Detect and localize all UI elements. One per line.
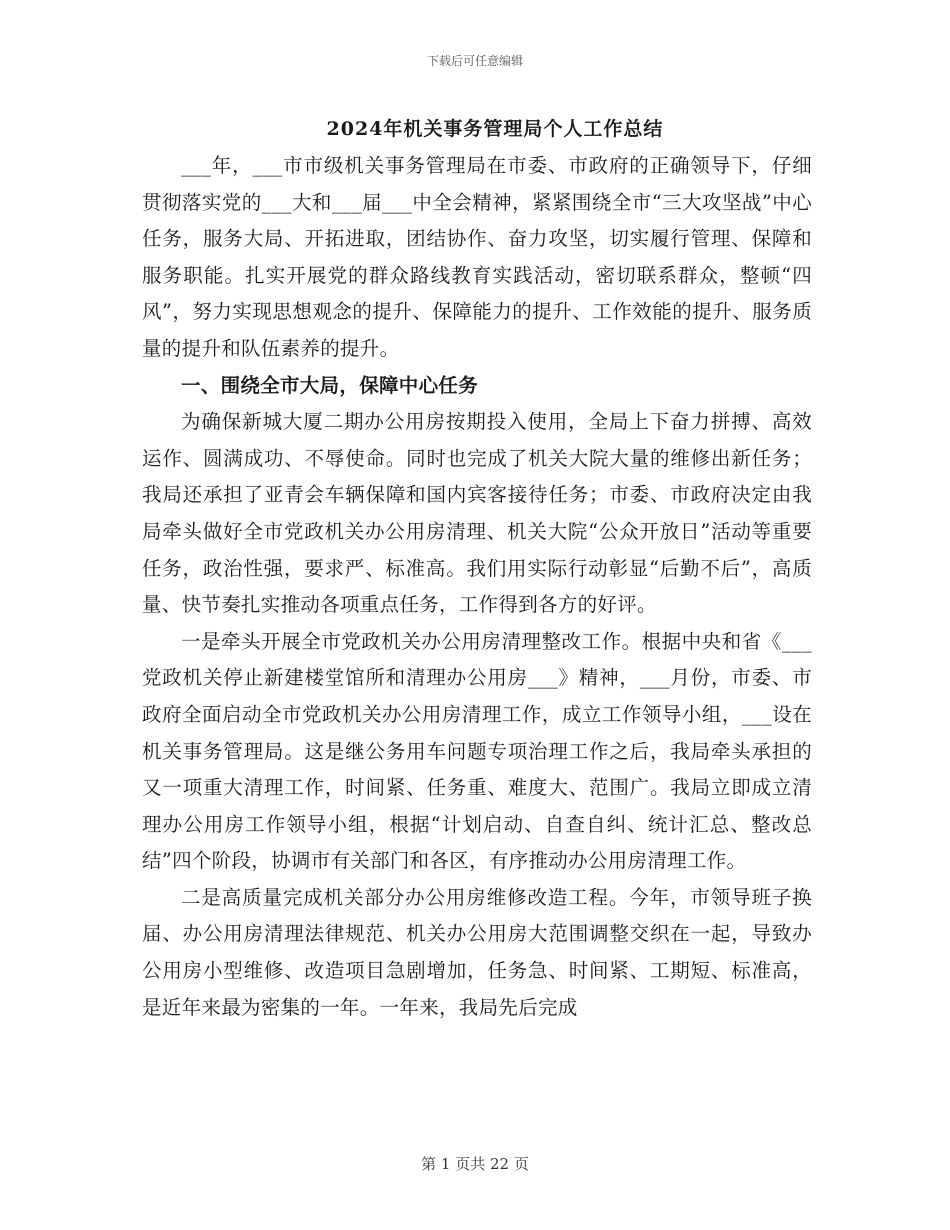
paragraph-item-two: 二是高质量完成机关部分办公用房维修改造工程。今年，市领导班子换届、办公用房清理法律规范、机关办公用房大范围调整交织在一起，导致办公用房小型维修、改造项目急剧增加，任务急、时间紧、工期短、标准高，是近年来最为密集的一年。一年来，我局先后完成 [142,885,812,1019]
document-title: 2024年机关事务管理局个人工作总结 [326,118,664,140]
section-heading: 一、围绕全市大局，保障中心任务 [181,373,479,397]
paragraph-intro: ___年，___市市级机关事务管理局在市委、市政府的正确领导下，仔细贯彻落实党的___大和___届___中全会精神，紧紧围绕全市“三大攻坚战”中心任务，服务大局、开拓进取，团结协作、奋力攻坚，切实履行管理、保障和服务职能。扎实开展党的群众路线教育实践活动，密切联系群众，整顿“四风”，努力实现思想观念的提升、保障能力的提升、工作效能的提升、服务质量的提升和队伍素养的提升。 [142,154,812,360]
paragraph-section-overview: 为确保新城大厦二期办公用房按期投入使用，全局上下奋力拼搏、高效运作、圆满成功、不辱使命。同时也完成了机关大院大量的维修出新任务；我局还承担了亚青会车辆保障和国内宾客接待任务；市委、市政府决定由我局牵头做好全市党政机关办公用房清理、机关大院“公众开放日”活动等重要任务，政治性强，要求严、标准高。我们用实际行动彰显“后勤不后”，高质量、快节奏扎实推动各项重点任务，工作得到各方的好评。 [142,410,812,617]
document-body [142,148,812,1026]
page-footer: 第 1 页共 22 页 [421,1155,529,1173]
header-note: 下载后可任意编辑 [426,54,523,68]
paragraph-item-one: 一是牵头开展全市党政机关办公用房清理整改工作。根据中央和省《___党政机关停止新建楼堂馆所和清理办公用房___》精神，___月份，市委、市政府全面启动全市党政机关办公用房清理工作，成立工作领导小组，___设在机关事务管理局。这是继公务用车问题专项治理工作之后，我局牵头承担的又一项重大清理工作，时间紧、任务重、难度大、范围广。我局立即成立清理办公用房工作领导小组，根据“计划启动、自查自纠、统计汇总、整改总结”四个阶段，协调市有关部门和各区，有序推动办公用房清理工作。 [142,629,812,873]
